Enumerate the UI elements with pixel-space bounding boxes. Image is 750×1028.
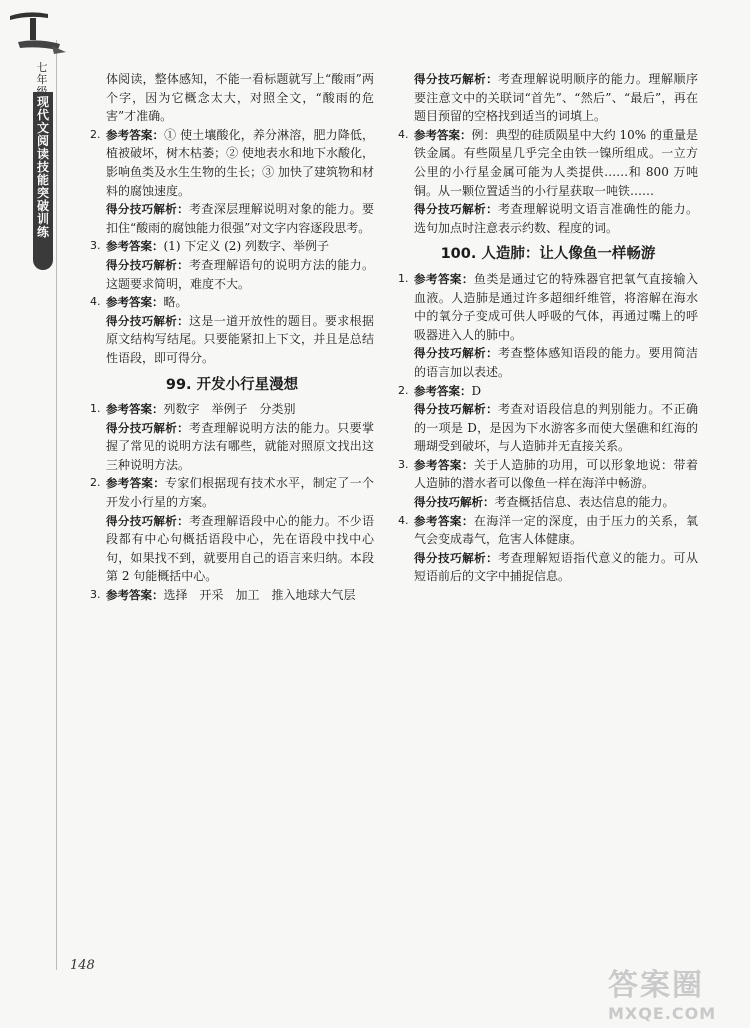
tip-label: 得分技巧解析： xyxy=(414,202,499,217)
item-number: 4. xyxy=(398,127,409,141)
tip-label: 得分技巧解析： xyxy=(414,346,499,361)
item-number: 3. xyxy=(90,239,101,253)
answer-item xyxy=(90,293,374,367)
tip-label: 得分技巧解析： xyxy=(106,202,189,217)
spine-grade-label: 七年 xyxy=(36,61,48,86)
tip-label: 得分技巧解析： xyxy=(414,72,499,86)
item-number: 3. xyxy=(90,588,101,602)
section-title: 100. 人造肺：让人像鱼一样畅游 xyxy=(440,246,656,263)
watermark-logo xyxy=(608,960,738,1022)
answer-label: 参考答案： xyxy=(414,127,472,142)
answer-label: 参考答案： xyxy=(106,588,164,603)
answer-text: D xyxy=(471,383,482,398)
tip-text: 考查理解语段中心的能力。不少语段都有中心句概括语段中心，先在语段中找中心句，如果找不到，就要用自己的语言来归纳。本段第 2 句能概括中心。 xyxy=(106,513,374,584)
right-column xyxy=(398,70,698,586)
answer-item xyxy=(90,474,374,586)
item-number: 4. xyxy=(398,513,409,527)
answer-label: 参考答案： xyxy=(106,402,164,417)
answer-text: 在海洋一定的深度，由于压力的关系，氧气会变成毒气，危害人体健康。 xyxy=(414,513,698,547)
watermark-top-text: 答案圈 xyxy=(608,968,704,1003)
watermark-bottom-text: MXQE.COM xyxy=(608,1004,717,1023)
answer-item xyxy=(90,126,374,238)
answer-text: 鱼类是通过它的特殊器官把氧气直接输入血液。人造肺是通过许多超细纤维管，将溶解在海水中的氧分子变成可供人呼吸的气体，再通过嘴上的呼吸器进入人的肺中。 xyxy=(414,271,698,342)
answer-item xyxy=(90,586,374,605)
tip-label: 得分技巧解析： xyxy=(414,550,499,565)
tip-text: 考查理解短语指代意义的能力。可从短语前后的文字中捕捉信息。 xyxy=(414,550,698,584)
tip-label: 得分技巧解析： xyxy=(106,513,189,528)
tip-text: 考查对语段信息的判别能力。不正确的一项是 D，是因为下水游客多而使大堡礁和红海的珊瑚受到破坏，与人造肺并无直接关系。 xyxy=(414,402,698,454)
tip-label: 得分技巧解析： xyxy=(106,420,189,435)
tip-text: 考查理解说明顺序的能力。理解顺序要注意文中的关联词“首先”、“然后”、“最后”，再在题目预留的空格找到适当的词填上。 xyxy=(414,72,698,124)
tip-text: 考查深层理解说明对象的能力。要扣住“酸雨的腐蚀能力很强”对文字内容逐段思考。 xyxy=(106,202,374,235)
answer-label: 参考答案： xyxy=(106,476,166,491)
tip-label: 得分技巧解析： xyxy=(414,402,499,417)
item-number: 1. xyxy=(90,402,101,416)
spine-title-tab: 现代文阅读技能突破训练 xyxy=(33,92,53,270)
answer-item xyxy=(398,382,698,456)
answer-text: 专家们根据现有技术水平，制定了一个开发小行星的方案。 xyxy=(106,476,374,510)
answer-item xyxy=(398,512,698,586)
answer-item xyxy=(398,270,698,382)
left-column xyxy=(90,70,374,605)
answer-label: 参考答案： xyxy=(106,295,164,310)
answer-label: 参考答案： xyxy=(414,457,474,472)
tip-text: 考查概括信息、表达信息的能力。 xyxy=(494,495,675,510)
item-number: 3. xyxy=(398,457,409,471)
answer-label: 参考答案： xyxy=(414,271,474,286)
answer-text: 例：典型的硅质陨星中大约 10% 的重量是铁金属。有些陨星几乎完全由铁一镍所组成。一立方公里的小行星金属可能为人类提供……和 800 万吨铜。从一颗位置适当的小行星获取一吨铁…… xyxy=(414,127,698,198)
item-number: 2. xyxy=(398,383,409,397)
section-title: 99. 开发小行星漫想 xyxy=(165,376,299,393)
answer-item xyxy=(398,126,698,238)
answer-text: 列数字 举例子 分类别 xyxy=(163,402,296,417)
page-number: 148 xyxy=(70,958,95,973)
item-number: 4. xyxy=(90,295,101,309)
item-number: 1. xyxy=(398,271,409,285)
answer-item xyxy=(90,237,374,293)
item-number: 2. xyxy=(90,476,101,490)
item-number: 2. xyxy=(90,127,101,141)
answer-item xyxy=(90,400,374,474)
answer-item xyxy=(398,456,698,512)
continued-paragraph: 体阅读，整体感知，不能一看标题就写上“酸雨”两个字，因为它概念太大，对照全文，“酸雨的危害”才准确。 xyxy=(106,72,374,124)
tip-label: 得分技巧解析： xyxy=(106,313,189,328)
answer-text: 选择 开采 加工 推入地球大气层 xyxy=(163,588,356,603)
tip-label: 得分技巧解析： xyxy=(106,257,189,272)
tip-text: 考查整体感知语段的能力。要用简洁的语言加以表述。 xyxy=(414,346,698,379)
tip-text: 考查理解语句的说明方法的能力。这题要求简明，难度不大。 xyxy=(106,257,374,291)
answer-text: 关于人造肺的功用，可以形象地说：带着人造肺的潜水者可以像鱼一样在海洋中畅游。 xyxy=(414,457,698,491)
answer-text: ① 使土壤酸化，养分淋溶，肥力降低，植被破坏，树木枯萎；② 使地表水和地下水酸化，影响鱼类及水生生物的生长；③ 加快了建筑物和材料的腐蚀速度。 xyxy=(106,127,374,198)
tip-text: 这是一道开放性的题目。要求根据原文结构写结尾。只要能紧扣上下文，并且是总结性语段，即可得分。 xyxy=(106,313,374,365)
tip-text: 考查理解说明方法的能力。只要掌握了常见的说明方法有哪些，就能对照原文找出这三种说明方法。 xyxy=(106,420,374,472)
answer-label: 参考答案： xyxy=(414,383,472,398)
book-logo-icon xyxy=(8,8,68,56)
answer-label: 参考答案： xyxy=(106,239,164,254)
answer-text: (1) 下定义 (2) 列数字、举例子 xyxy=(163,239,329,254)
tip-text: 考查理解说明文语言准确性的能力。选句加点时注意表示约数、程度的词。 xyxy=(414,202,698,235)
answer-label: 参考答案： xyxy=(106,127,165,142)
answer-label: 参考答案： xyxy=(414,513,474,528)
answer-text: 略。 xyxy=(163,295,188,310)
tip-label: 得分技巧解析： xyxy=(414,495,495,510)
